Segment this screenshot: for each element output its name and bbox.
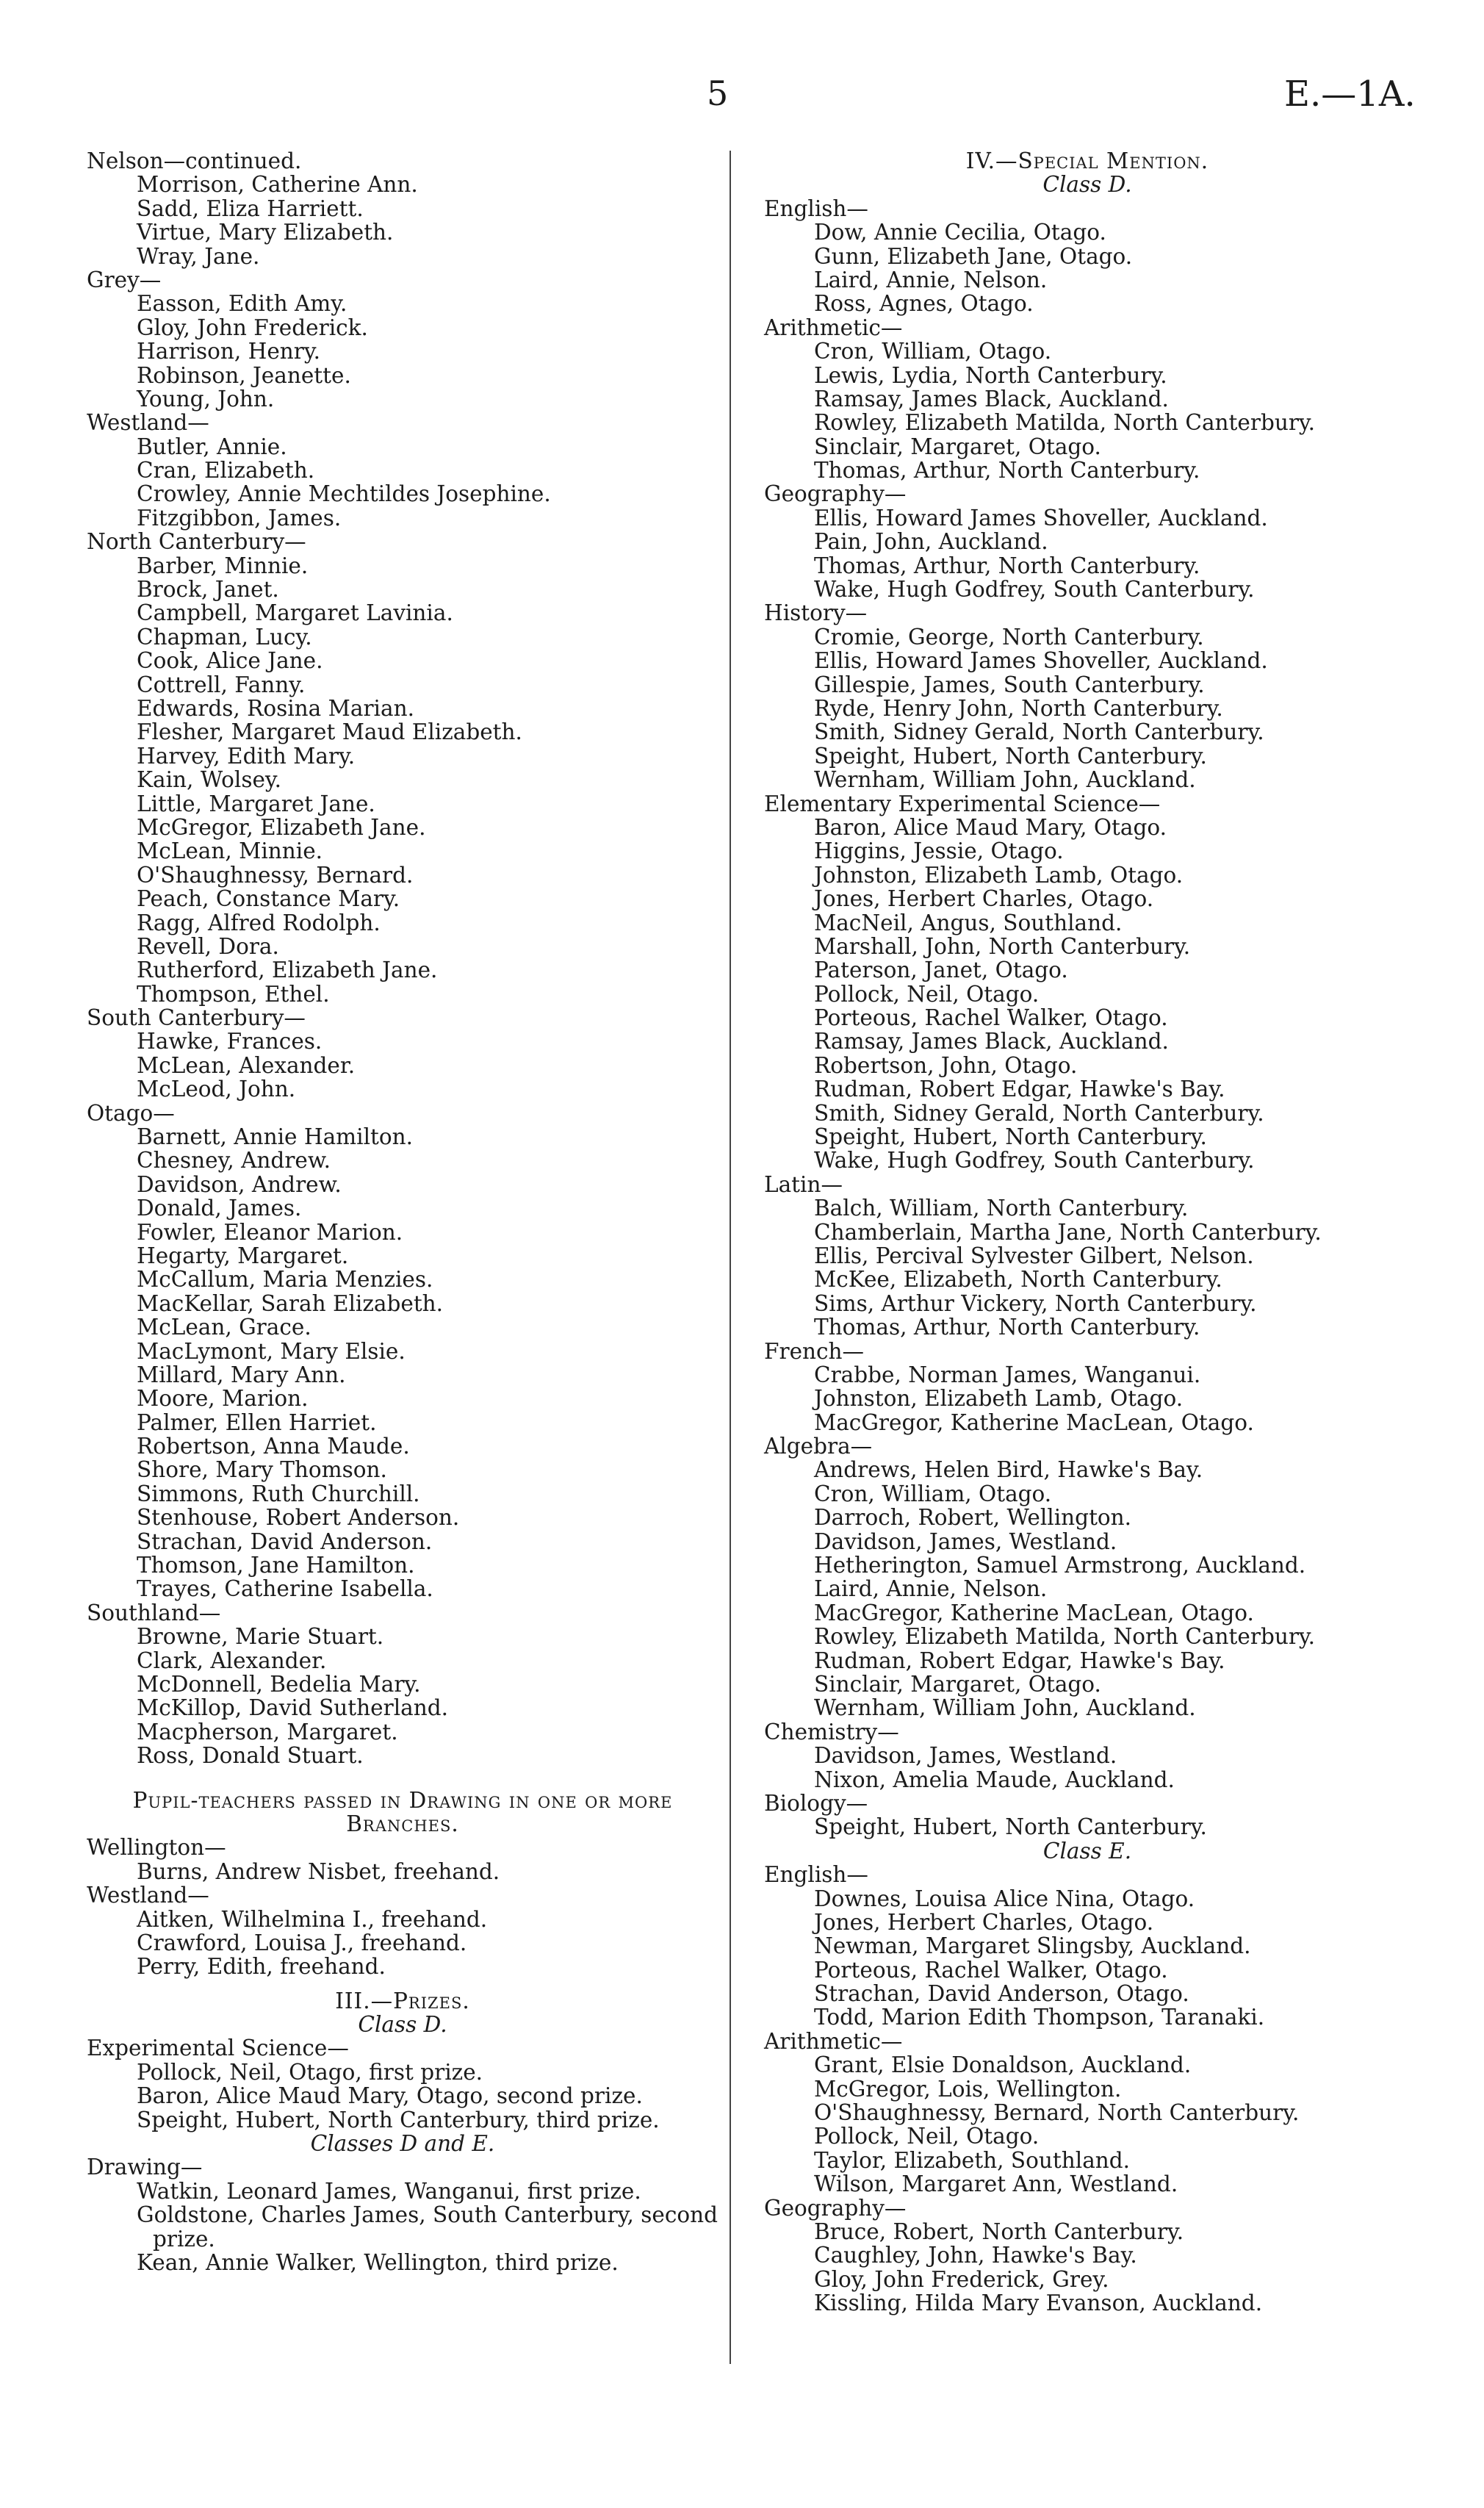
list-item: MacKellar, Sarah Elizabeth. — [137, 1290, 444, 1316]
list-item: Speight, Hubert, North Canterbury, third prize. — [137, 2107, 660, 2132]
category-heading: Nelson—continued. — [87, 148, 302, 173]
section-heading: III.—Prizes. — [335, 1988, 470, 2013]
list-item: Wernham, William John, Auckland. — [814, 1695, 1196, 1721]
list-item: Thomas, Arthur, North Canterbury. — [814, 1315, 1200, 1340]
list-item: Davidson, Andrew. — [137, 1171, 342, 1197]
list-item: Crawford, Louisa J., freehand. — [137, 1930, 467, 1955]
list-item: Speight, Hubert, North Canterbury. — [814, 1124, 1207, 1150]
list-item: Newman, Margaret Slingsby, Auckland. — [814, 1933, 1251, 1959]
list-item: Thomas, Arthur, North Canterbury. — [814, 553, 1200, 578]
list-item: Rudman, Robert Edgar, Hawke's Bay. — [814, 1648, 1225, 1673]
list-item: Strachan, David Anderson, Otago. — [814, 1981, 1189, 2007]
category-heading: Geography— — [764, 481, 907, 507]
class-heading: Class D. — [358, 2012, 447, 2038]
list-item: Crowley, Annie Mechtildes Josephine. — [137, 481, 551, 507]
list-item: Rowley, Elizabeth Matilda, North Canterbury. — [814, 410, 1316, 436]
category-heading: Westland— — [87, 1883, 209, 1908]
list-item: Smith, Sidney Gerald, North Canterbury. — [814, 1100, 1264, 1126]
category-heading: Southland— — [87, 1600, 221, 1625]
list-item: Darroch, Robert, Wellington. — [814, 1505, 1132, 1531]
list-item: Jones, Herbert Charles, Otago. — [814, 886, 1154, 912]
list-item: Laird, Annie, Nelson. — [814, 1576, 1048, 1602]
list-item: Cran, Elizabeth. — [137, 458, 315, 484]
category-heading: South Canterbury— — [87, 1005, 306, 1031]
left-column — [87, 149, 718, 2274]
list-item: Revell, Dora. — [137, 933, 279, 959]
list-item: Speight, Hubert, North Canterbury. — [814, 743, 1207, 769]
list-item: Kain, Wolsey. — [137, 767, 282, 793]
category-heading: Algebra— — [764, 1434, 873, 1459]
list-item: Robinson, Jeanette. — [137, 362, 351, 388]
list-item: McGregor, Elizabeth Jane. — [137, 814, 426, 840]
category-heading: Chemistry— — [764, 1719, 899, 1745]
list-item: MacGregor, Katherine MacLean, Otago. — [814, 1600, 1254, 1625]
list-item: Thomas, Arthur, North Canterbury. — [814, 458, 1200, 484]
list-item: Palmer, Ellen Harriet. — [137, 1409, 377, 1435]
list-item: Ryde, Henry John, North Canterbury. — [814, 695, 1223, 721]
category-heading: North Canterbury— — [87, 529, 306, 555]
category-heading: History— — [764, 600, 868, 626]
class-heading: Class E. — [1042, 1838, 1132, 1864]
category-heading: Wellington— — [87, 1835, 226, 1861]
list-item: Gloy, John Frederick. — [137, 315, 368, 340]
list-item: Porteous, Rachel Walker, Otago. — [814, 1005, 1168, 1031]
category-heading: Elementary Experimental Science— — [764, 791, 1161, 816]
section-heading: IV.—Special Mention. — [965, 148, 1209, 173]
list-item: Cromie, George, North Canterbury. — [814, 624, 1204, 650]
list-item: Johnston, Elizabeth Lamb, Otago. — [814, 862, 1184, 888]
category-heading: English— — [764, 1862, 868, 1888]
spacer — [87, 1768, 718, 1789]
column-divider — [730, 151, 731, 2364]
list-item: Hawke, Frances. — [137, 1029, 323, 1054]
category-heading: French— — [764, 1338, 865, 1364]
list-item: Dow, Annie Cecilia, Otago. — [814, 220, 1106, 245]
list-item: Ellis, Percival Sylvester Gilbert, Nelson. — [814, 1243, 1254, 1268]
list-item: MacGregor, Katherine MacLean, Otago. — [814, 1409, 1254, 1435]
list-item: McKee, Elizabeth, North Canterbury. — [814, 1267, 1222, 1293]
list-item: Wake, Hugh Godfrey, South Canterbury. — [814, 1148, 1255, 1174]
list-item: Ragg, Alfred Rodolph. — [137, 910, 381, 935]
list-item: Porteous, Rachel Walker, Otago. — [814, 1957, 1168, 1983]
list-item: Shore, Mary Thomson. — [137, 1457, 387, 1483]
document-reference: E.—1A. — [1284, 73, 1416, 115]
list-item: O'Shaughnessy, Bernard, North Canterbury. — [814, 2100, 1300, 2126]
list-item: Pollock, Neil, Otago. — [814, 2124, 1040, 2149]
category-heading: Biology— — [764, 1790, 868, 1816]
list-item: Higgins, Jessie, Otago. — [814, 838, 1064, 864]
list-item: Easson, Edith Amy. — [137, 291, 347, 317]
list-item: Sadd, Eliza Harriett. — [137, 195, 364, 221]
list-item: Gillespie, James, South Canterbury. — [814, 672, 1205, 697]
list-item: Little, Margaret Jane. — [137, 791, 375, 816]
list-item-continuation: prize. — [153, 2226, 215, 2252]
list-item: Cottrell, Fanny. — [137, 672, 306, 697]
list-item: Rudman, Robert Edgar, Hawke's Bay. — [814, 1077, 1225, 1102]
list-item: Clark, Alexander. — [137, 1648, 327, 1673]
list-item: Ross, Donald Stuart. — [137, 1743, 364, 1769]
list-item: Stenhouse, Robert Anderson. — [137, 1505, 460, 1531]
list-item: McKillop, David Sutherland. — [137, 1695, 448, 1721]
page-number: 5 — [707, 73, 729, 113]
list-item: Sinclair, Margaret, Otago. — [814, 434, 1101, 459]
list-item: Virtue, Mary Elizabeth. — [137, 220, 394, 245]
class-heading: Class D. — [1042, 172, 1132, 198]
list-item: Harvey, Edith Mary. — [137, 743, 356, 769]
list-item: Fowler, Eleanor Marion. — [137, 1219, 403, 1245]
list-item: Wernham, William John, Auckland. — [814, 767, 1196, 793]
list-item: Pollock, Neil, Otago, first prize. — [137, 2059, 483, 2085]
list-item: Crabbe, Norman James, Wanganui. — [814, 1362, 1201, 1387]
list-item: Sinclair, Margaret, Otago. — [814, 1672, 1101, 1697]
list-item: Sims, Arthur Vickery, North Canterbury. — [814, 1290, 1257, 1316]
list-item: Kean, Annie Walker, Wellington, third prize. — [137, 2249, 619, 2275]
list-item: Taylor, Elizabeth, Southland. — [814, 2147, 1131, 2173]
list-item: Young, John. — [137, 386, 275, 412]
list-item: Brock, Janet. — [137, 577, 279, 603]
list-item: Rutherford, Elizabeth Jane. — [137, 957, 438, 983]
list-item: Peach, Constance Mary. — [137, 886, 400, 912]
list-item: Cron, William, Otago. — [814, 1481, 1052, 1506]
list-item: Pollock, Neil, Otago. — [814, 981, 1040, 1007]
list-item: Gloy, John Frederick, Grey. — [814, 2266, 1109, 2292]
list-item: McLean, Minnie. — [137, 838, 323, 864]
list-item: Chapman, Lucy. — [137, 624, 312, 650]
category-heading: Grey— — [87, 267, 162, 292]
list-item: MacLymont, Mary Elsie. — [137, 1338, 406, 1364]
list-item: O'Shaughnessy, Bernard. — [137, 862, 414, 888]
list-item: Thompson, Ethel. — [137, 981, 330, 1007]
category-heading: Arithmetic— — [764, 315, 903, 340]
list-item: Thomson, Jane Hamilton. — [137, 1553, 415, 1578]
list-item: Wake, Hugh Godfrey, South Canterbury. — [814, 577, 1255, 603]
list-item: Chesney, Andrew. — [137, 1148, 331, 1174]
category-heading: Arithmetic— — [764, 2028, 903, 2054]
list-item: Morrison, Catherine Ann. — [137, 172, 418, 198]
list-item: MacNeil, Angus, Southland. — [814, 910, 1123, 935]
list-item: McGregor, Lois, Wellington. — [814, 2076, 1122, 2102]
list-item: McDonnell, Bedelia Mary. — [137, 1672, 421, 1697]
list-item: Balch, William, North Canterbury. — [814, 1196, 1189, 1221]
list-item: Burns, Andrew Nisbet, freehand. — [137, 1858, 500, 1884]
list-item: Goldstone, Charles James, South Canterbury, second — [137, 2202, 718, 2228]
list-item: Andrews, Helen Bird, Hawke's Bay. — [814, 1457, 1203, 1483]
list-item: Millard, Mary Ann. — [137, 1362, 346, 1387]
list-item: Todd, Marion Edith Thompson, Taranaki. — [814, 2005, 1265, 2030]
list-item: Robertson, Anna Maude. — [137, 1434, 410, 1459]
list-item: Trayes, Catherine Isabella. — [137, 1576, 433, 1602]
list-item: Marshall, John, North Canterbury. — [814, 933, 1191, 959]
list-item: Perry, Edith, freehand. — [137, 1954, 386, 1980]
list-item: Aitken, Wilhelmina I., freehand. — [137, 1906, 488, 1932]
list-item: Ross, Agnes, Otago. — [814, 291, 1034, 317]
category-heading: Latin— — [764, 1171, 843, 1197]
list-item: Gunn, Elizabeth Jane, Otago. — [814, 243, 1133, 269]
list-item: Davidson, James, Westland. — [814, 1743, 1117, 1769]
list-item: Edwards, Rosina Marian. — [137, 695, 414, 721]
list-item: Bruce, Robert, North Canterbury. — [814, 2218, 1184, 2244]
list-item: Hegarty, Margaret. — [137, 1243, 349, 1268]
category-heading: Westland— — [87, 410, 209, 436]
list-item: Barber, Minnie. — [137, 553, 309, 578]
list-item: Ramsay, James Black, Auckland. — [814, 1029, 1169, 1054]
list-item: McLean, Grace. — [137, 1315, 311, 1340]
list-item: Smith, Sidney Gerald, North Canterbury. — [814, 719, 1264, 745]
list-item: Fitzgibbon, James. — [137, 505, 342, 531]
list-item: Nixon, Amelia Maude, Auckland. — [814, 1767, 1175, 1792]
list-item: McCallum, Maria Menzies. — [137, 1267, 433, 1293]
list-item: Wray, Jane. — [137, 243, 260, 269]
list-item: Cron, William, Otago. — [814, 339, 1052, 364]
list-item: McLean, Alexander. — [137, 1052, 356, 1078]
list-item: Robertson, John, Otago. — [814, 1052, 1078, 1078]
list-item: Flesher, Margaret Maud Elizabeth. — [137, 719, 522, 745]
list-item: Downes, Louisa Alice Nina, Otago. — [814, 1886, 1195, 1911]
list-item: Donald, James. — [137, 1196, 302, 1221]
right-column — [764, 149, 1411, 2315]
list-item: Baron, Alice Maud Mary, Otago. — [814, 814, 1167, 840]
category-heading: Geography— — [764, 2195, 907, 2221]
list-item: Barnett, Annie Hamilton. — [137, 1124, 414, 1150]
list-item: Caughley, John, Hawke's Bay. — [814, 2243, 1137, 2268]
list-item: Paterson, Janet, Otago. — [814, 957, 1068, 983]
list-item: Campbell, Margaret Lavinia. — [137, 600, 453, 626]
list-item: Simmons, Ruth Churchill. — [137, 1481, 420, 1506]
list-item: Macpherson, Margaret. — [137, 1719, 398, 1745]
list-item: McLeod, John. — [137, 1077, 296, 1102]
list-item: Lewis, Lydia, North Canterbury. — [814, 362, 1167, 388]
list-item: Harrison, Henry. — [137, 339, 321, 364]
list-item: Davidson, James, Westland. — [814, 1528, 1117, 1554]
list-item: Ellis, Howard James Shoveller, Auckland. — [814, 505, 1268, 531]
list-item: Ramsay, James Black, Auckland. — [814, 386, 1169, 412]
list-item: Grant, Elsie Donaldson, Auckland. — [814, 2052, 1192, 2078]
spacer — [87, 1979, 718, 1989]
list-item: Jones, Herbert Charles, Otago. — [814, 1909, 1154, 1935]
section-heading: Branches. — [346, 1811, 459, 1836]
list-item: Strachan, David Anderson. — [137, 1528, 433, 1554]
list-item: Moore, Marion. — [137, 1386, 309, 1412]
list-item: Johnston, Elizabeth Lamb, Otago. — [814, 1386, 1184, 1412]
list-item: Wilson, Margaret Ann, Westland. — [814, 2171, 1178, 2197]
list-item: Cook, Alice Jane. — [137, 648, 323, 674]
category-heading: Experimental Science— — [87, 2035, 349, 2061]
list-item: Browne, Marie Stuart. — [137, 1624, 384, 1650]
list-item: Butler, Annie. — [137, 434, 287, 459]
list-item: Baron, Alice Maud Mary, Otago, second prize. — [137, 2083, 643, 2109]
list-item: Hetherington, Samuel Armstrong, Auckland. — [814, 1553, 1306, 1578]
list-item: Pain, John, Auckland. — [814, 529, 1048, 555]
list-item: Laird, Annie, Nelson. — [814, 267, 1048, 292]
list-item: Kissling, Hilda Mary Evanson, Auckland. — [814, 2290, 1263, 2316]
class-heading: Classes D and E. — [310, 2131, 495, 2157]
list-item: Speight, Hubert, North Canterbury. — [814, 1814, 1207, 1840]
category-heading: Otago— — [87, 1100, 175, 1126]
category-heading: Drawing— — [87, 2155, 203, 2180]
section-heading: Pupil-teachers passed in Drawing in one or more — [132, 1787, 673, 1813]
category-heading: English— — [764, 195, 868, 221]
list-item: Chamberlain, Martha Jane, North Canterbury. — [814, 1219, 1322, 1245]
list-item: Watkin, Leonard James, Wanganui, first prize. — [137, 2178, 641, 2204]
list-item: Ellis, Howard James Shoveller, Auckland. — [814, 648, 1268, 674]
list-item: Rowley, Elizabeth Matilda, North Canterbury. — [814, 1624, 1316, 1650]
